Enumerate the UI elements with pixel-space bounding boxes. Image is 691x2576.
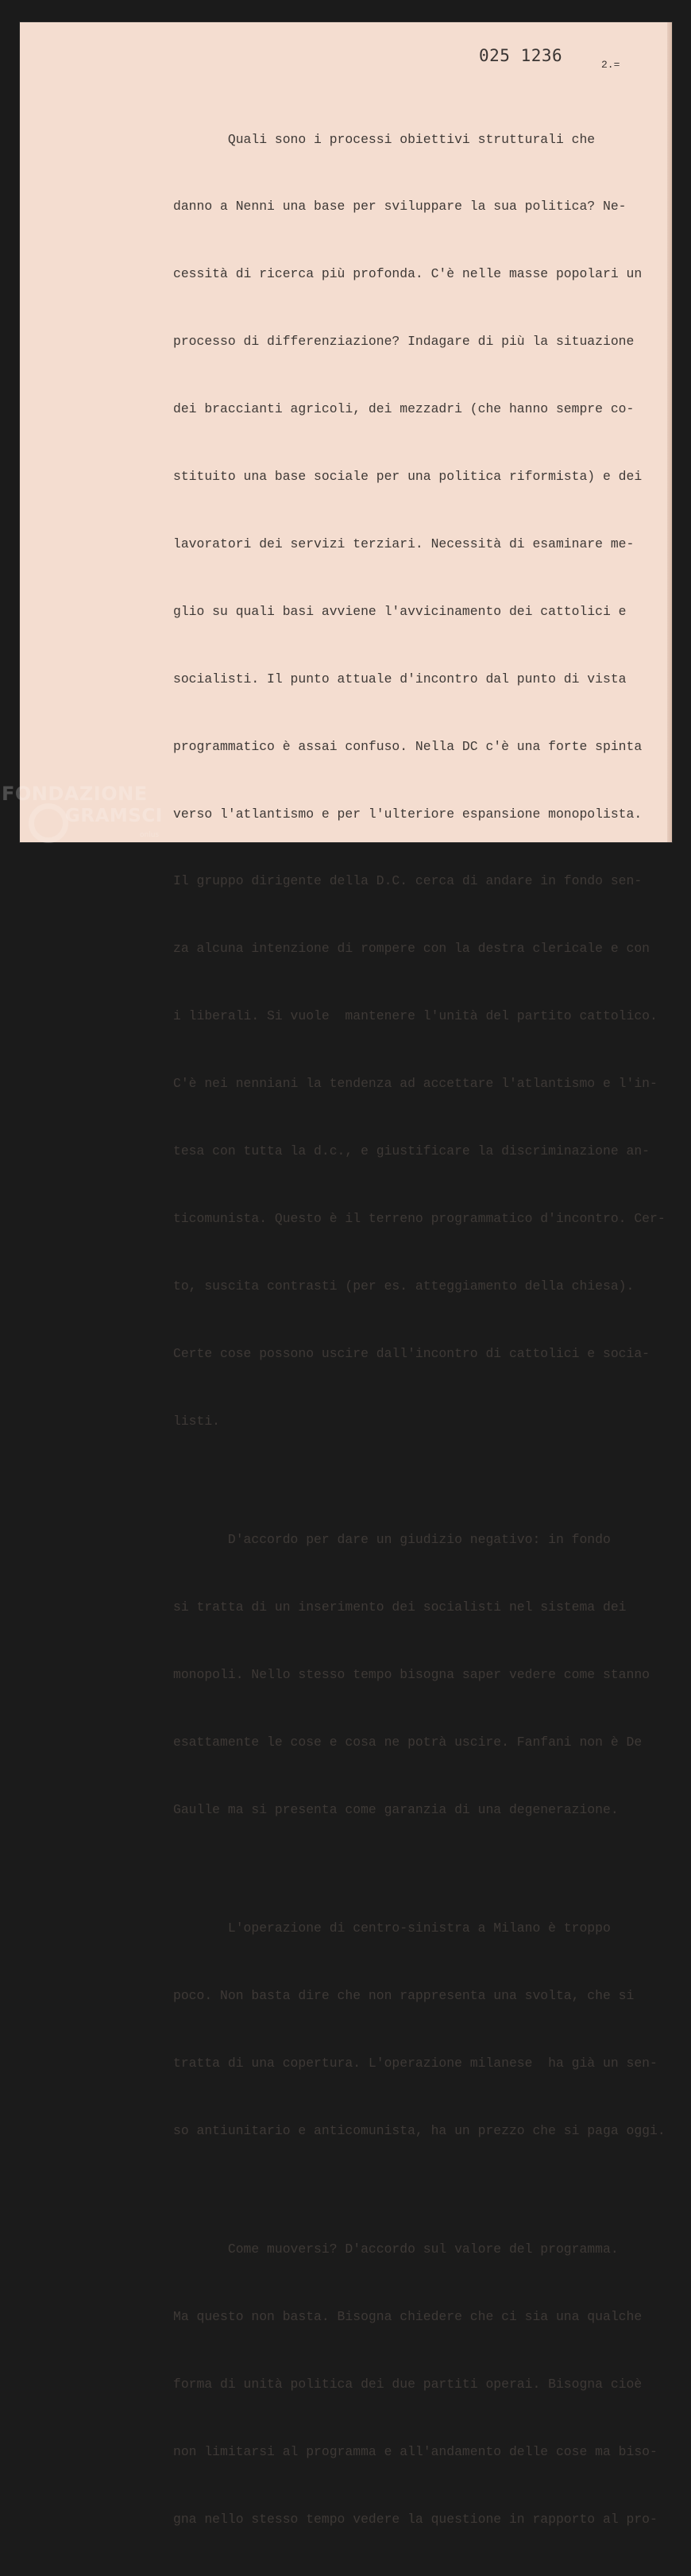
text-line: monopoli. Nello stesso tempo bisogna saper vedere come stanno <box>173 1666 650 1682</box>
watermark-line2: GRAMSCI <box>65 806 163 826</box>
text-line: listi. <box>173 1413 221 1429</box>
text-line: Gaulle ma si presenta come garanzia di una degenerazione. <box>173 1801 619 1817</box>
text-line: programmatico è assai confuso. Nella DC c'è una forte spinta <box>173 738 643 754</box>
text-line: processo di differenziazione? Indagare di più la situazione <box>173 334 635 350</box>
text-line: Il gruppo dirigente della D.C. cerca di andare in fondo sen- <box>173 873 643 889</box>
text-line: non limitarsi al programma e all'andamento delle cose ma biso- <box>173 2443 658 2459</box>
text-line: D'accordo per dare un giudizio negativo: in fondo <box>173 1532 611 1547</box>
text-line: tesa con tutta la d.c., e giustificare la discriminazione an- <box>173 1143 650 1158</box>
text-line: ticomunista. Questo è il terreno programmatico d'incontro. Cer- <box>173 1210 666 1226</box>
text-line: gna nello stesso tempo vedere la questione in rapporto al pro- <box>173 2511 658 2527</box>
watermark-line1: FONDAZIONE <box>2 783 148 805</box>
text-line: si tratta di un inserimento dei socialisti nel sistema dei <box>173 1599 627 1615</box>
text-line: Quali sono i processi obiettivi strutturali che <box>173 131 596 147</box>
fondazione-gramsci-watermark <box>2 783 176 846</box>
text-line: Come muoversi? D'accordo sul valore del programma. <box>173 2241 619 2257</box>
text-line: verso l'atlantismo e per l'ulteriore espansione monopolista. <box>173 806 643 822</box>
text-line: so antiunitario e anticomunista, ha un prezzo che si paga oggi. <box>173 2122 666 2138</box>
page-number: 2.= <box>601 59 620 71</box>
text-line: glio su quali basi avviene l'avvicinamento dei cattolici e <box>173 603 627 619</box>
text-line: C'è nei nenniani la tendenza ad accettare l'atlantismo e l'in- <box>173 1076 658 1092</box>
text-line: lavoratori dei servizi terziari. Necessità di esaminare me- <box>173 536 635 551</box>
text-line: cessità di ricerca più profonda. C'è nelle masse popolari un <box>173 266 643 282</box>
text-line: tratta di una copertura. L'operazione milanese ha già un sen- <box>173 2055 658 2071</box>
text-line: za alcuna intenzione di rompere con la destra clericale e con <box>173 941 650 957</box>
watermark-suffix: onlus <box>140 831 160 839</box>
text-line: dei braccianti agricoli, dei mezzadri (che hanno sempre co- <box>173 401 635 417</box>
watermark-logo-icon <box>29 803 68 843</box>
text-line: poco. Non basta dire che non rappresenta una svolta, che si <box>173 1987 635 2003</box>
text-line: to, suscita contrasti (per es. atteggiamento della chiesa). <box>173 1278 635 1294</box>
text-line: stituito una base sociale per una politica riformista) e dei <box>173 469 643 485</box>
document-page <box>20 22 672 2527</box>
text-line: forma di unità politica dei due partiti operai. Bisogna cioè <box>173 2376 643 2392</box>
archive-number: 025 1236 <box>479 46 563 65</box>
text-line: danno a Nenni una base per sviluppare la sua politica? Ne- <box>173 199 627 215</box>
text-line: Certe cose possono uscire dall'incontro di cattolici e socia- <box>173 1345 650 1361</box>
text-line: Ma questo non basta. Bisogna chiedere che ci sia una qualche <box>173 2309 643 2325</box>
text-line: i liberali. Si vuole mantenere l'unità del partito cattolico. <box>173 1008 658 1024</box>
typewritten-body <box>173 83 681 2576</box>
text-line: socialisti. Il punto attuale d'incontro dal punto di vista <box>173 671 627 687</box>
text-line: esattamente le cose e cosa ne potrà uscire. Fanfani non è De <box>173 1734 643 1750</box>
text-line: L'operazione di centro-sinistra a Milano è troppo <box>173 1920 611 1936</box>
